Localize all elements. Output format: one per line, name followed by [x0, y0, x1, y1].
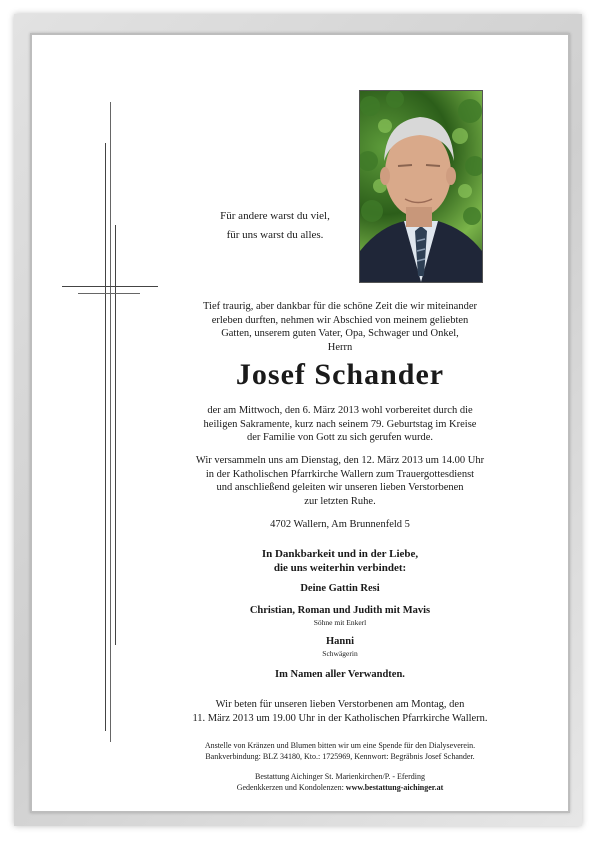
- deceased-name: Josef Schander: [235, 358, 445, 391]
- mourner-relatives: Im Namen aller Verwandten.: [275, 669, 405, 680]
- mourner-sister-in-law: Hanni Schwägerin: [170, 635, 510, 658]
- intro-text: Tief traurig, aber dankbar für die schöne Zeit die wir miteinander erleben durften, nehmen wir Abschied von meinem geliebten Gatten, unserem guten Vater, Opa, Schwager und Onkel, Herrn: [203, 301, 477, 353]
- undertaker-website-link[interactable]: www.bestattung-aichinger.at: [345, 782, 444, 792]
- undertaker-info: Bestattung Aichinger St. Marienkirchen/P. - Eferding Gedenkkerzen und Kondolenzen: www.bestattung-aichinger.at: [236, 772, 444, 792]
- sons-note: Söhne mit Enkerl: [313, 617, 367, 627]
- motto: Für andere warst du viel, für uns warst du alles.: [220, 210, 330, 241]
- donation-notice: Anstelle von Kränzen und Blumen bitten wir um eine Spende für den Dialyseverein. Bankverbindung: BLZ 34180, Kto.: 1725969, Kennwort: Begräbnis Josef Schander.: [204, 741, 476, 761]
- mourner-wife: Deine Gattin Resi: [300, 583, 380, 594]
- portrait-photo: [359, 90, 483, 283]
- thanks-text: In Dankbarkeit und in der Liebe, die uns weiterhin verbindet:: [261, 548, 419, 575]
- death-notice: der am Mittwoch, den 6. März 2013 wohl vorbereitet durch die heiligen Sakramente, kurz nach seinem 79. Geburtstag im Kreise der Familie von Gott zu sich gerufen wurde.: [203, 405, 477, 444]
- address: 4702 Wallern, Am Brunnenfeld 5: [270, 519, 410, 530]
- prayer-notice: Wir beten für unseren lieben Verstorbenen am Montag, den 11. März 2013 um 19.00 Uhr in der Katholischen Pfarrkirche Wallern.: [192, 699, 488, 724]
- mourner-sons: Christian, Roman und Judith mit Mavis Söhne mit Enkerl: [170, 604, 510, 627]
- funeral-details: Wir versammeln uns am Dienstag, den 12. März 2013 um 14.00 Uhr in der Katholischen Pfarrkirche Wallern zum Trauergottesdienst und anschließend geleiten wir unseren lieben Verstorbenen zur letzten Ruhe.: [195, 455, 485, 507]
- sister-in-law-note: Schwägerin: [322, 648, 358, 658]
